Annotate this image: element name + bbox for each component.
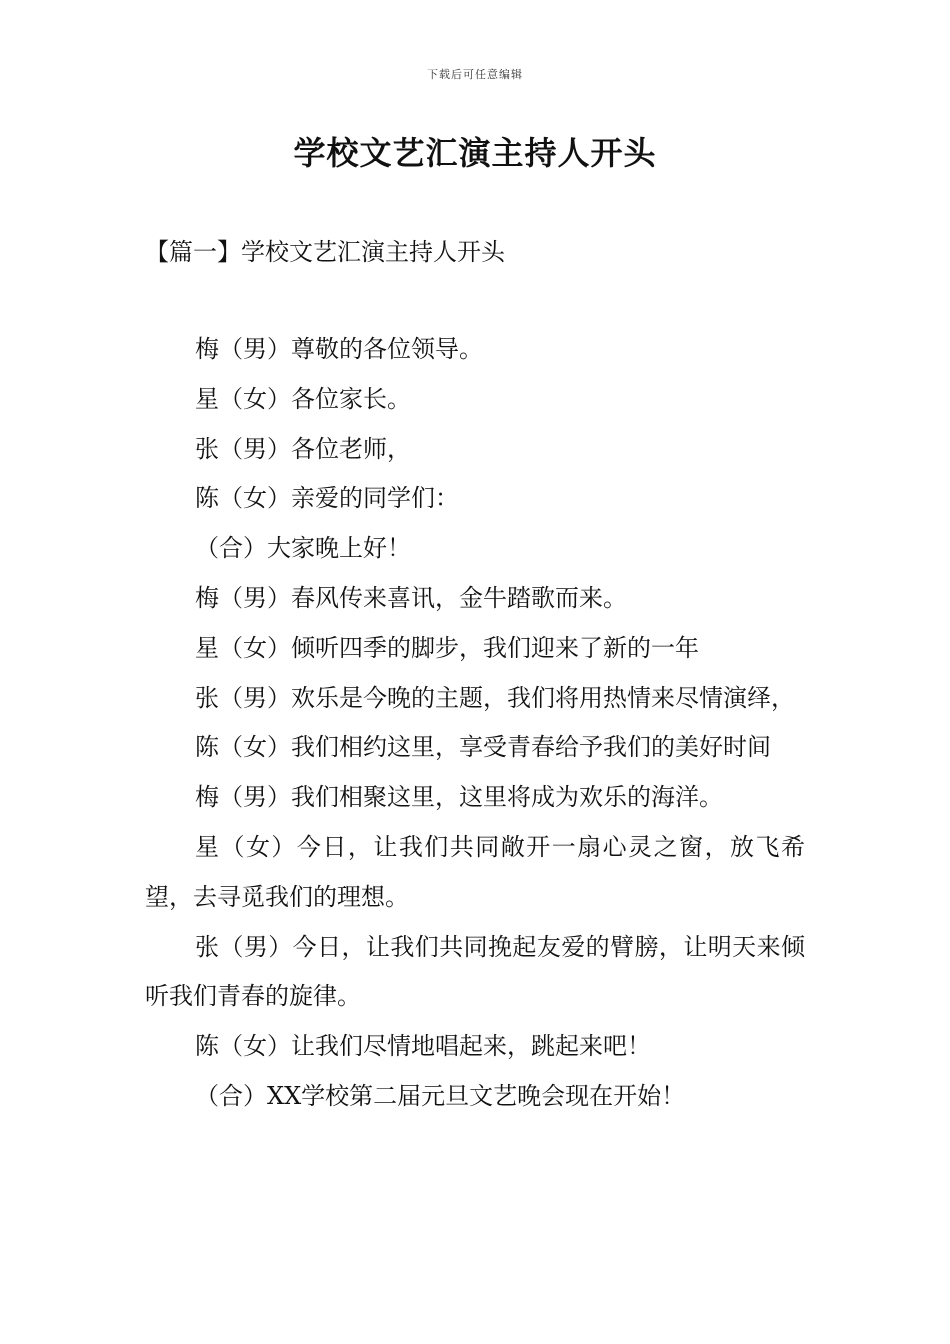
paragraph: 陈（女）亲爱的同学们：	[195, 484, 459, 513]
paragraph: 张（男）今日，让我们共同挽起友爱的臂膀，让明天来倾听我们青春的旋律。	[145, 932, 805, 1011]
paragraph: 张（男）欢乐是今晚的主题，我们将用热情来尽情演绎，	[195, 683, 795, 712]
paragraph: （合）大家晚上好！	[195, 534, 411, 563]
paragraph: 梅（男）尊敬的各位领导。	[195, 335, 483, 363]
document-title: 学校文艺汇演主持人开头	[293, 134, 657, 172]
paragraph: 张（男）各位老师，	[195, 434, 411, 463]
paragraph: 陈（女）让我们尽情地唱起来，跳起来吧！	[195, 1032, 651, 1061]
document-body	[145, 325, 805, 1122]
paragraph: （合）XX学校第二届元旦文艺晚会现在开始！	[195, 1081, 686, 1110]
paragraph: 梅（男）我们相聚这里，这里将成为欢乐的海洋。	[195, 783, 723, 812]
paragraph: 星（女）各位家长。	[195, 384, 411, 413]
paragraph: 陈（女）我们相约这里，享受青春给予我们的美好时间	[195, 733, 771, 762]
section-heading: 【篇一】学校文艺汇演主持人开头	[145, 238, 505, 266]
paragraph: 星（女）倾听四季的脚步，我们迎来了新的一年	[195, 633, 699, 662]
paragraph: 星（女）今日，让我们共同敞开一扇心灵之窗，放飞希望，去寻觅我们的理想。	[145, 832, 805, 911]
paragraph: 梅（男）春风传来喜讯，金牛踏歌而来。	[195, 583, 627, 612]
page-header-note: 下载后可任意编辑	[427, 68, 523, 81]
